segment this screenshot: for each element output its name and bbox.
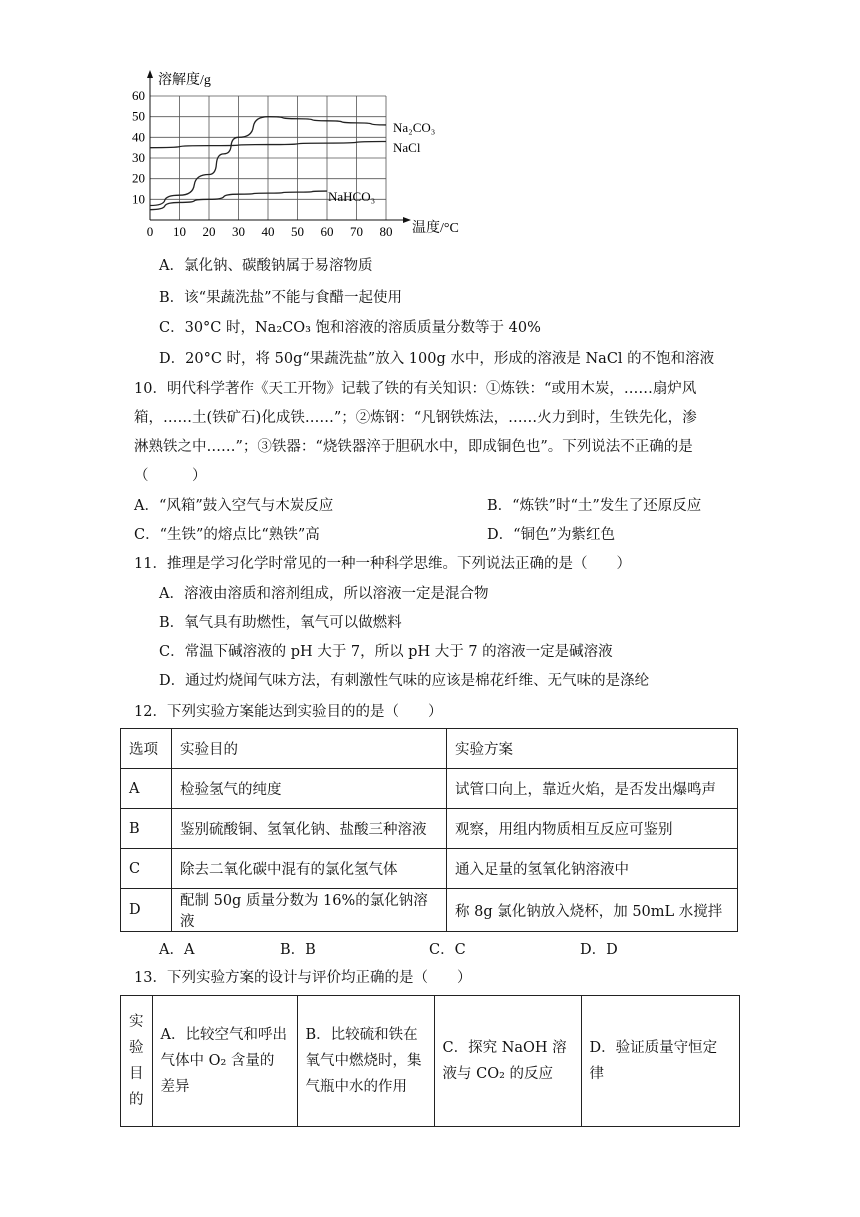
x-tick-label: 30: [232, 224, 245, 239]
series-label-na2co3: Na₂CO₃: [393, 120, 436, 135]
q10-option-c: C．“生铁”的熔点比“熟铁”高: [134, 527, 320, 543]
q11-stem: 11．推理是学习化学时常见的一种一种科学思维。下列说法正确的是（ ）: [134, 556, 631, 572]
header-cell: 实验方案: [447, 729, 738, 769]
q11-option-a: A．溶液由溶质和溶剂组成，所以溶液一定是混合物: [159, 586, 489, 602]
row-header-char: 实: [129, 1014, 144, 1030]
table-cell: A: [121, 769, 172, 809]
table-cell: C: [121, 849, 172, 889]
x-tick-label: 80: [379, 224, 393, 239]
table-cell: 称 8g 氯化钠放入烧杯，加 50mL 水搅拌: [447, 889, 738, 932]
solubility-chart: [120, 62, 460, 240]
y-tick-label: 10: [132, 191, 145, 207]
chart-tick-labels: [132, 88, 393, 239]
x-tick-label: 70: [350, 224, 363, 239]
y-axis-label: 溶解度/g: [158, 73, 211, 88]
table-row: [121, 849, 738, 889]
header-cell: 选项: [121, 729, 172, 769]
q12-table: [120, 728, 738, 932]
y-axis-arrow: [147, 70, 153, 78]
q12-option-b: B．B: [280, 942, 316, 958]
x-tick-label: 0: [146, 224, 154, 239]
q9-option-b: B．该“果蔬洗盐”不能与食醋一起使用: [159, 290, 402, 306]
x-tick-label: 60: [320, 224, 334, 239]
q11-option-c: C．常温下碱溶液的 pH 大于 7，所以 pH 大于 7 的溶液一定是碱溶液: [159, 644, 613, 660]
table-cell: 除去二氧化碳中混有的氯化氢气体: [172, 849, 447, 889]
q12-stem: 12．下列实验方案能达到实验目的的是（ ）: [134, 704, 443, 720]
table-cell: 鉴别硫酸铜、氢氧化钠、盐酸三种溶液: [172, 809, 447, 849]
table-cell: 试管口向上，靠近火焰，是否发出爆鸣声: [447, 769, 738, 809]
table-cell: 检验氢气的纯度: [172, 769, 447, 809]
table-row: [121, 809, 738, 849]
q11-option-d: D．通过灼烧闻气味方法，有刺激性气味的应该是棉花纤维、无气味的是涤纶: [159, 673, 650, 689]
x-axis-arrow: [403, 217, 411, 223]
row-header-char: 目: [129, 1066, 144, 1082]
table-cell: C．探究 NaOH 溶液与 CO₂ 的反应: [434, 996, 581, 1127]
x-tick-label: 50: [291, 224, 304, 239]
header-cell: 实验目的: [172, 729, 447, 769]
y-tick-label: 20: [132, 170, 145, 186]
row-header-char: 的: [129, 1092, 144, 1108]
table-cell: 通入足量的氢氧化钠溶液中: [447, 849, 738, 889]
row-header-cell: [121, 996, 153, 1127]
q10-option-a: A．“风箱”鼓入空气与木炭反应: [134, 498, 334, 514]
x-tick-label: 20: [202, 224, 216, 239]
y-tick-label: 40: [132, 129, 145, 145]
row-header-char: 验: [129, 1040, 144, 1056]
series-label-nahco3: NaHCO₃: [328, 189, 376, 204]
q9-option-d: D．20°C 时，将 50g“果蔬洗盐”放入 100g 水中，形成的溶液是 NaCl 的不饱和溶液: [159, 351, 715, 367]
q10-stem-line1: 10．明代科学著作《天工开物》记载了铁的有关知识：①炼铁：“或用木炭，……扇炉风: [134, 381, 697, 397]
q11-option-b: B．氧气具有助燃性，氧气可以做燃料: [159, 615, 402, 631]
q13-stem: 13．下列实验方案的设计与评价均正确的是（ ）: [134, 970, 472, 986]
series-label-nacl: NaCl: [393, 140, 421, 155]
table-cell: 配制 50g 质量分数为 16%的氯化钠溶液: [172, 889, 447, 932]
q10-paren: （ ）: [134, 468, 207, 484]
table-row: [121, 889, 738, 932]
y-tick-label: 50: [132, 108, 145, 124]
q13-table: [120, 995, 740, 1127]
q10-stem-line2: 箱，……土(铁矿石)化成铁……”；②炼钢：“凡钢铁炼法，……火力到时，生铁先化，渗: [134, 410, 697, 426]
table-row: [121, 769, 738, 809]
row-header-chars: [129, 1009, 144, 1113]
q10-option-b: B．“炼铁”时“土”发生了还原反应: [487, 498, 702, 514]
table-cell: B．比较硫和铁在氧气中燃烧时，集气瓶中水的作用: [297, 996, 434, 1127]
y-tick-label: 60: [132, 88, 145, 103]
q12-option-a: A．A: [159, 942, 195, 958]
x-tick-label: 10: [173, 224, 186, 239]
x-axis-label: 温度/°C: [412, 221, 459, 236]
q9-option-a: A．氯化钠、碳酸钠属于易溶物质: [159, 258, 373, 274]
table-cell: 观察，用组内物质相互反应可鉴别: [447, 809, 738, 849]
table-cell: D．验证质量守恒定律: [581, 996, 740, 1127]
q10-stem-line3: 淋熟铁之中……”；③铁器：“烧铁器淬于胆矾水中，即成铜色也”。下列说法不正确的是: [134, 439, 693, 455]
x-tick-label: 40: [261, 224, 275, 239]
table-cell: B: [121, 809, 172, 849]
q9-option-c: C．30°C 时，Na₂CO₃ 饱和溶液的溶质质量分数等于 40%: [159, 320, 541, 336]
table-row: [121, 996, 740, 1127]
y-tick-label: 30: [132, 150, 145, 165]
q12-option-c: C．C: [429, 942, 466, 958]
q12-option-d: D．D: [580, 942, 618, 958]
q10-option-d: D．“铜色”为紫红色: [487, 527, 615, 543]
table-cell: D: [121, 889, 172, 932]
table-cell: A．比较空气和呼出气体中 O₂ 含量的差异: [152, 996, 297, 1127]
table-header-row: [121, 729, 738, 769]
